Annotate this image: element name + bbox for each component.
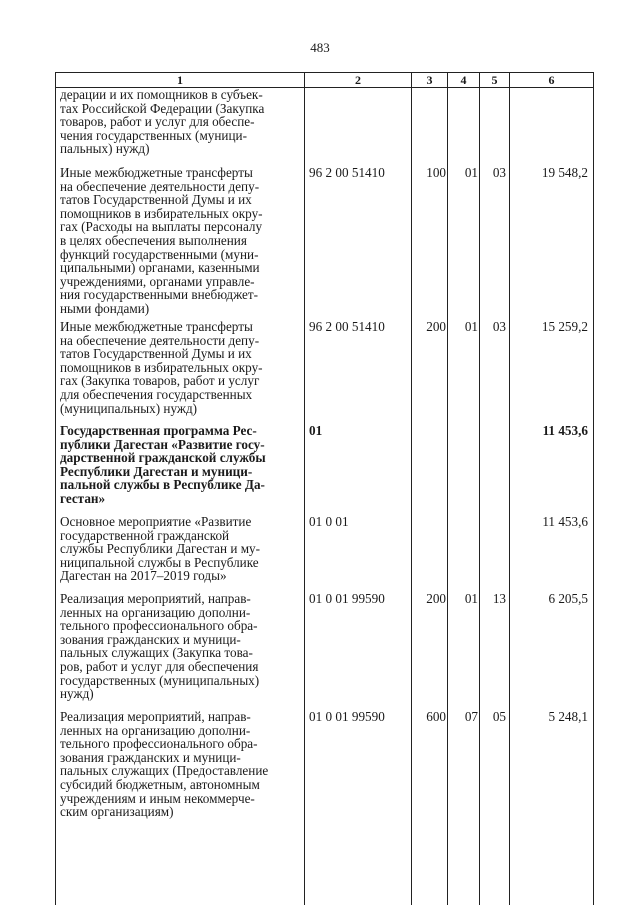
row-subsection: 03 <box>492 319 506 334</box>
column-header: 5 <box>491 73 498 87</box>
row-description: Основное мероприятие «Развитие государственной гражданской службы Республики Дагестан и му- ниципальной службы в Республике Дагестан на 2017–2019 годы» <box>60 514 261 584</box>
row-expense-type: 100 <box>426 165 446 180</box>
row-amount: 11 453,6 <box>542 514 588 529</box>
row-amount: 11 453,6 <box>542 423 588 438</box>
row-expense-type: 600 <box>426 709 446 724</box>
row-code: 01 0 01 <box>309 514 349 529</box>
column-divider <box>509 72 510 905</box>
row-amount: 19 548,2 <box>541 165 588 180</box>
column-divider <box>304 72 305 905</box>
row-code: 96 2 00 51410 <box>309 319 385 334</box>
row-description: Иные межбюджетные трансферты на обеспечение деятельности депу- татов Государственной Думы и их помощников в избирательных окру- гах (Расходы на выплаты персоналу в целях обеспечения выполнения функций государственными (муни- ципальными) органами, казенными учреждениями, органами управле- ния государственными внебюджет- ными фондами) <box>60 165 263 316</box>
row-subsection: 05 <box>492 709 506 724</box>
row-amount: 5 248,1 <box>548 709 588 724</box>
column-divider <box>411 72 412 905</box>
column-header: 1 <box>177 73 183 87</box>
row-amount: 6 205,5 <box>548 591 588 606</box>
row-description: Государственная программа Рес- публики Дагестан «Развитие госу- дарственной гражданской службы Республики Дагестан и муници- пальной службы в Республике Да- гестан» <box>60 423 266 506</box>
row-section: 07 <box>464 709 478 724</box>
column-divider <box>479 72 480 905</box>
row-subsection: 13 <box>492 591 506 606</box>
table-header <box>56 72 593 88</box>
row-description: дерации и их помощников в субъек- тах Российской Федерации (Закупка товаров, работ и услуг для обеспе- чения государственных (муници- пальных) нужд) <box>60 87 265 157</box>
column-header: 6 <box>548 73 555 87</box>
row-expense-type: 200 <box>426 319 446 334</box>
row-description: Реализация мероприятий, направ- ленных на организацию дополни- тельного профессионального обра- зования гражданских и муници- пальных служащих (Предоставление субсидий бюджетным, автономным учреждениям и иным некоммерче- ским организациям) <box>60 709 269 820</box>
row-description: Иные межбюджетные трансферты на обеспечение деятельности депу- татов Государственной Думы и их помощников в избирательных окру- гах (Закупка товаров, работ и услуг для обеспечения государственных (муниципальных) нужд) <box>60 319 263 416</box>
row-code: 01 0 01 99590 <box>309 591 385 606</box>
row-code: 01 0 01 99590 <box>309 709 385 724</box>
column-header: 4 <box>460 73 467 87</box>
row-subsection: 03 <box>492 165 506 180</box>
row-code: 96 2 00 51410 <box>309 165 385 180</box>
row-expense-type: 200 <box>426 591 446 606</box>
column-divider <box>447 72 448 905</box>
row-amount: 15 259,2 <box>541 319 588 334</box>
column-header: 3 <box>426 73 433 87</box>
row-section: 01 <box>464 319 478 334</box>
row-section: 01 <box>464 591 478 606</box>
row-code: 01 <box>309 423 323 438</box>
row-description: Реализация мероприятий, направ- ленных на организацию дополни- тельного профессионального обра- зования гражданских и муници- пальных служащих (Закупка това- ров, работ и услуг для обеспечения государственных (муниципальных) нужд) <box>60 591 260 702</box>
column-header: 2 <box>355 73 361 87</box>
page-number: 483 <box>310 40 330 55</box>
budget-table <box>55 72 594 905</box>
row-section: 01 <box>464 165 478 180</box>
